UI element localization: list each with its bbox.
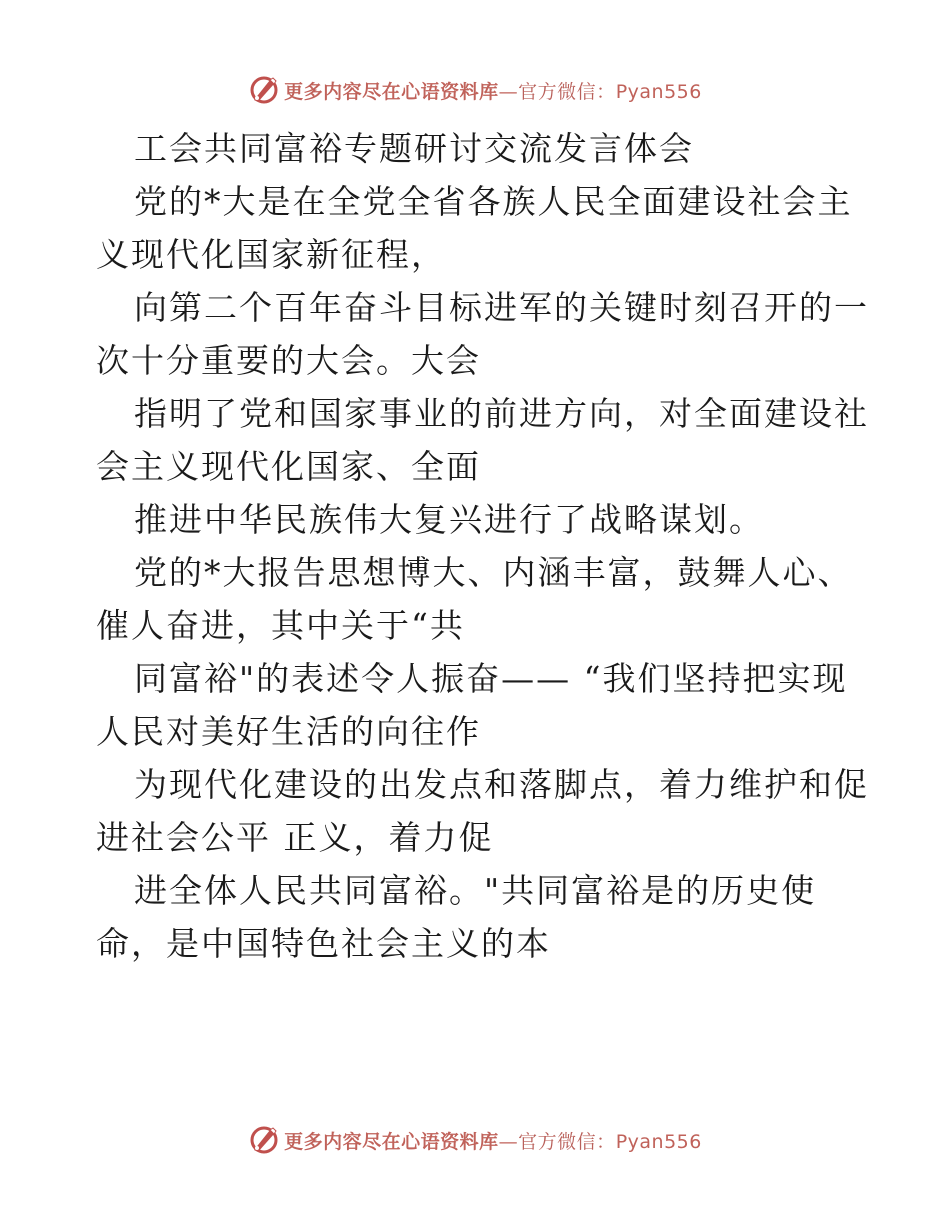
paragraph-line: 次十分重要的大会。大会 xyxy=(96,341,481,380)
banner-wechat-label: 官方微信： xyxy=(518,1130,616,1153)
paragraph-line: 为现代化建设的出发点和落脚点，着力维护和促 xyxy=(134,765,869,804)
paragraph-line: 指明了党和国家事业的前进方向，对全面建设社 xyxy=(134,394,869,433)
header-banner xyxy=(0,72,950,108)
paragraph-line: 向第二个百年奋斗目标进军的关键时刻召开的一 xyxy=(134,288,869,327)
banner-site-text: 更多内容尽在心语资料库 xyxy=(284,80,499,103)
paragraph-line: 命，是中国特色社会主义的本 xyxy=(96,924,551,963)
banner-text xyxy=(284,77,702,104)
document-title: 工会共同富裕专题研讨交流发言体会 xyxy=(134,129,694,168)
pen-logo-icon xyxy=(248,74,280,106)
paragraph-line: 义现代化国家新征程， xyxy=(96,235,446,274)
paragraph-line: 会主义现代化国家、全面 xyxy=(96,447,481,486)
document-body xyxy=(96,122,869,970)
paragraph-line: 党的*大报告思想博大、内涵丰富，鼓舞人心、 xyxy=(134,553,853,592)
pen-logo-icon xyxy=(248,1124,280,1156)
paragraph-line: 进全体人民共同富裕。"共同富裕是的历史使 xyxy=(134,871,817,910)
paragraph-line: 党的*大是在全党全省各族人民全面建设社会主 xyxy=(134,182,853,221)
banner-site-text: 更多内容尽在心语资料库 xyxy=(284,1130,499,1153)
banner-wechat-id: Pyan556 xyxy=(615,1130,702,1153)
paragraph-line: 人民对美好生活的向往作 xyxy=(96,712,481,751)
banner-wechat-id: Pyan556 xyxy=(615,80,702,103)
banner-dash: — xyxy=(498,1130,519,1153)
banner-text xyxy=(284,1127,702,1154)
paragraph-line: 推进中华民族伟大复兴进行了战略谋划。 xyxy=(134,500,764,539)
paragraph-line: 进社会公平 正义，着力促 xyxy=(96,818,494,857)
banner-wechat-label: 官方微信： xyxy=(518,80,616,103)
paragraph-line: 同富裕"的表述令人振奋—— “我们坚持把实现 xyxy=(134,659,848,698)
paragraph-line: 催人奋进，其中关于“共 xyxy=(96,606,465,645)
footer-banner xyxy=(0,1122,950,1158)
banner-dash: — xyxy=(498,80,519,103)
